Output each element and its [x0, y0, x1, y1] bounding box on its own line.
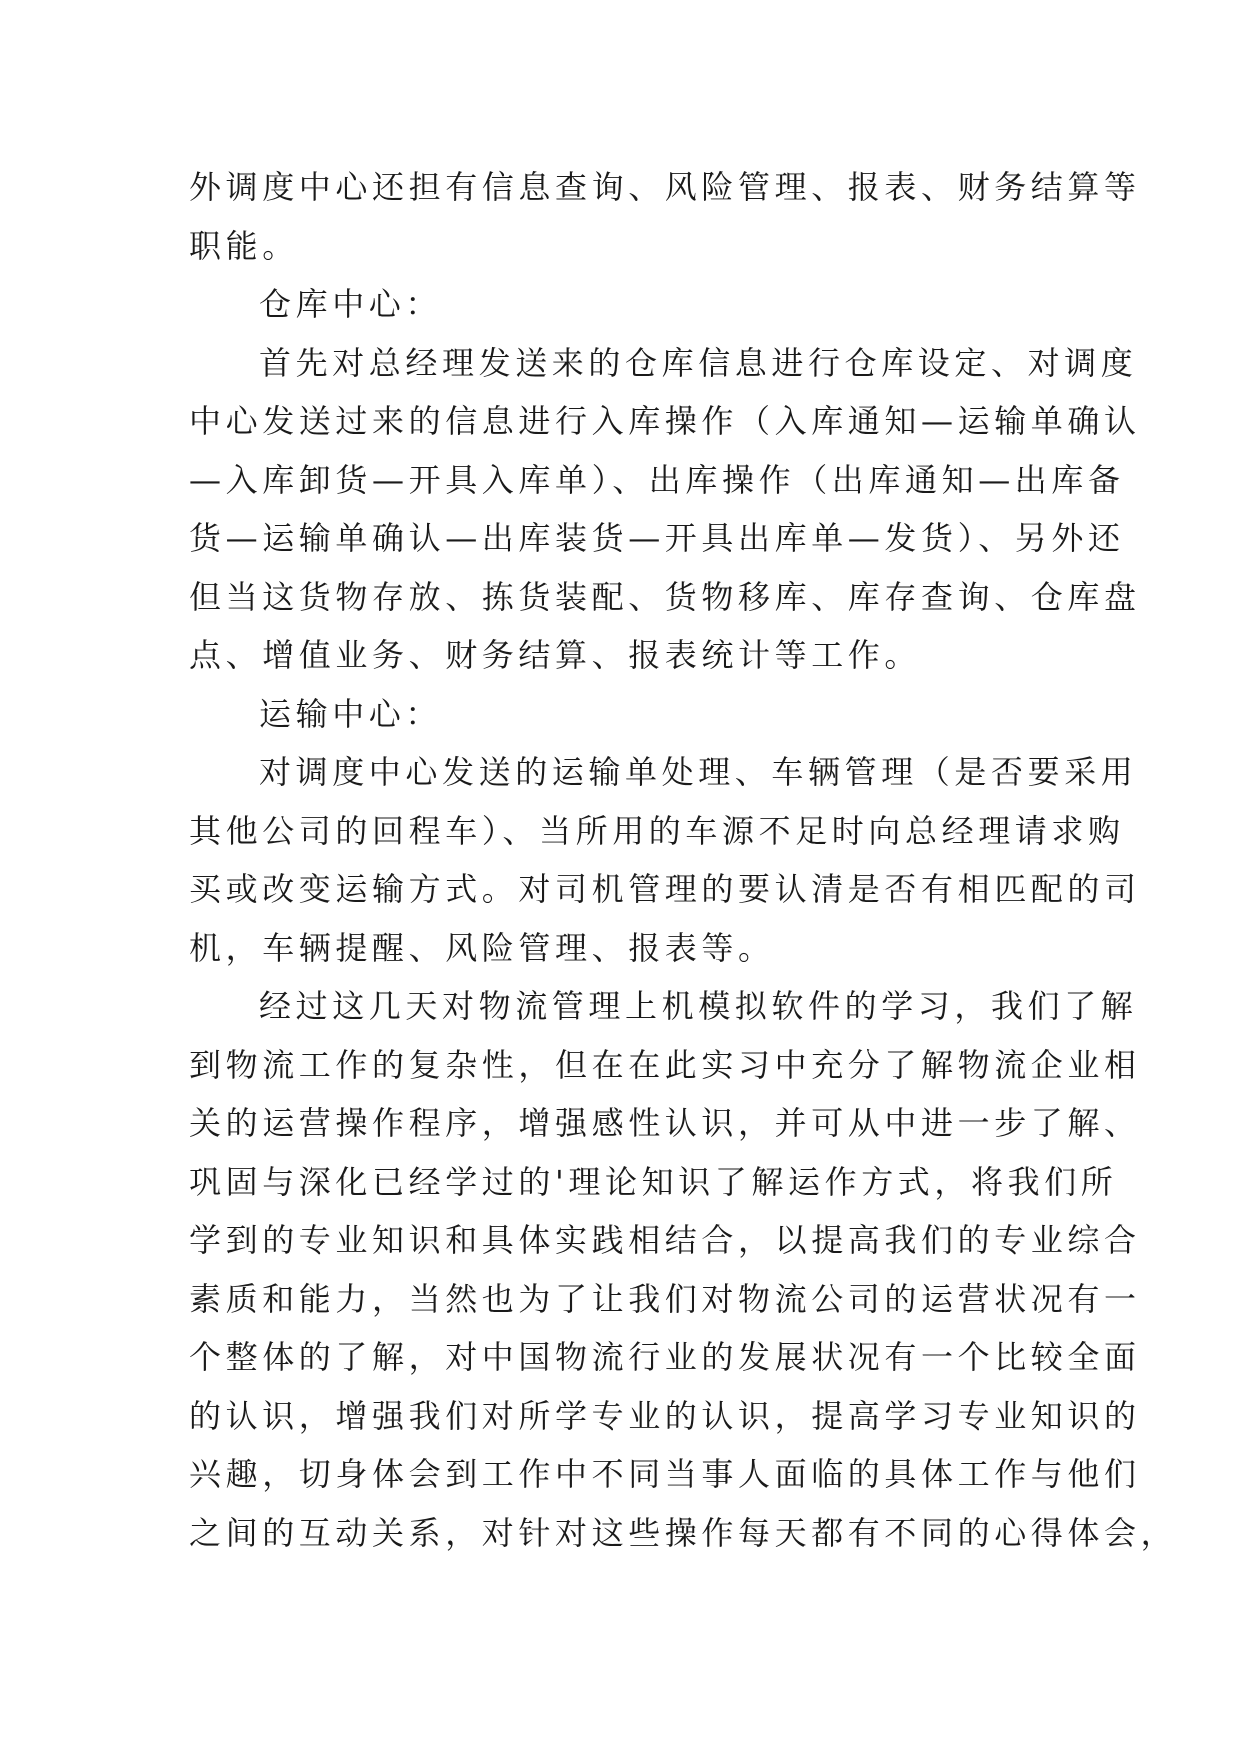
text-line: 关的运营操作程序，增强感性认识，并可从中进一步了解、	[189, 1104, 1141, 1142]
text-line: 之间的互动关系，对针对这些操作每天都有不同的心得体会，	[189, 1513, 1178, 1552]
body-text	[189, 158, 1178, 1562]
text-line: 外调度中心还担有信息查询、风险管理、报表、财务结算等	[189, 168, 1141, 206]
text-line: 的认识，增强我们对所学专业的认识，提高学习专业知识的	[189, 1396, 1141, 1435]
text-line: 对调度中心发送的运输单处理、车辆管理（是否要采用	[259, 753, 1138, 791]
text-line: 兴趣，切身体会到工作中不同当事人面临的具体工作与他们	[189, 1455, 1141, 1493]
text-line: 首先对总经理发送来的仓库信息进行仓库设定、对调度	[259, 343, 1138, 382]
text-line: —入库卸货—开具入库单）、出库操作（出库通知—出库备	[189, 460, 1125, 499]
text-line: 巩固与深化已经学过的'理论知识了解运作方式，将我们所	[189, 1162, 1118, 1201]
text-line: 机，车辆提醒、风险管理、报表等。	[189, 928, 775, 967]
text-line: 货—运输单确认—出库装货—开具出库单—发货）、另外还	[189, 519, 1125, 557]
text-line: 职能。	[189, 226, 299, 265]
text-line: 买或改变运输方式。对司机管理的要认清是否有相匹配的司	[189, 870, 1141, 908]
text-line: 素质和能力，当然也为了让我们对物流公司的运营状况有一	[189, 1279, 1141, 1318]
text-line: 但当这货物存放、拣货装配、货物移库、库存查询、仓库盘	[189, 577, 1141, 616]
section-heading-transport-center: 运输中心：	[259, 694, 443, 733]
text-line: 到物流工作的复杂性，但在在此实习中充分了解物流企业相	[189, 1045, 1141, 1084]
text-line: 点、增值业务、财务结算、报表统计等工作。	[189, 636, 922, 674]
text-line: 经过这几天对物流管理上机模拟软件的学习，我们了解	[259, 987, 1138, 1025]
text-line: 个整体的了解，对中国物流行业的发展状况有一个比较全面	[189, 1338, 1141, 1376]
text-line: 中心发送过来的信息进行入库操作（入库通知—运输单确认	[189, 402, 1141, 440]
text-line: 其他公司的回程车）、当所用的车源不足时向总经理请求购	[189, 811, 1125, 850]
text-line: 学到的专业知识和具体实践相结合，以提高我们的专业综合	[189, 1221, 1141, 1259]
section-heading-warehouse-center: 仓库中心：	[259, 285, 443, 323]
